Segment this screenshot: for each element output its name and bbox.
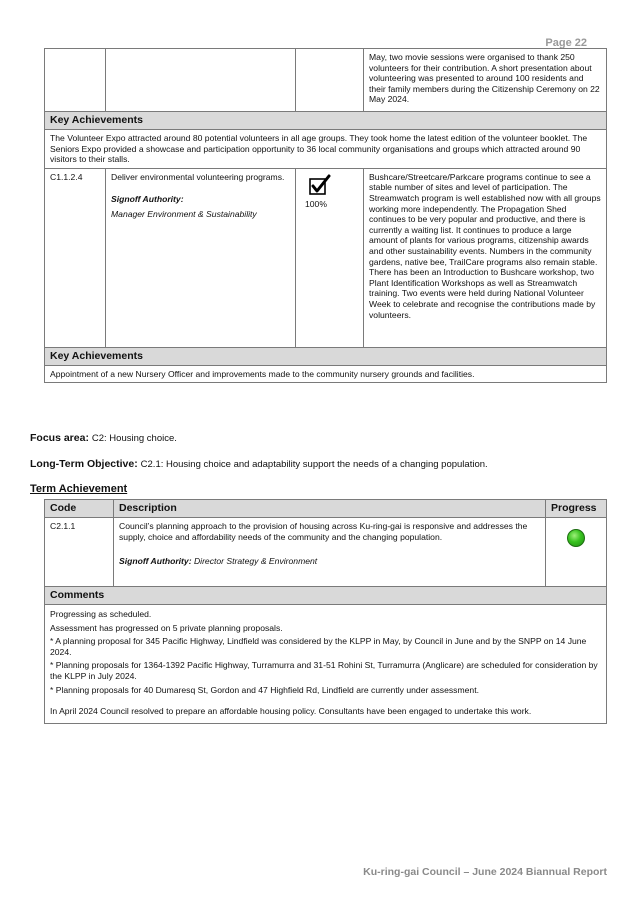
objective-value: C2.1: Housing choice and adaptability support the needs of a changing population. bbox=[140, 459, 488, 470]
comments-header: Comments bbox=[45, 587, 607, 605]
comment-line: Assessment has progressed on 5 private planning proposals. bbox=[50, 622, 283, 633]
top-achievements-table bbox=[44, 48, 607, 383]
focus-area-value: C2: Housing choice. bbox=[91, 433, 177, 444]
page-number: Page 22 bbox=[545, 37, 587, 49]
comment-line: * A planning proposal for 345 Pacific Highway, Lindfield was considered by the KLPP in May, by Council in June and by the SNPP on 14 June 2024. bbox=[50, 636, 587, 657]
comment-line: * Planning proposals for 40 Dumaresq St, Gordon and 47 Highfield Rd, Lindfield are currently under assessment. bbox=[50, 684, 479, 695]
key-achievements-header-2: Key Achievements bbox=[45, 347, 607, 365]
footer: Ku-ring-gai Council – June 2024 Biannual Report bbox=[363, 866, 607, 878]
long-term-objective bbox=[30, 458, 488, 470]
key-achievements-row-2 bbox=[45, 365, 607, 383]
key-achievements-header-1: Key Achievements bbox=[45, 112, 607, 130]
table-header-row bbox=[45, 500, 607, 518]
comments-row bbox=[45, 605, 607, 724]
row-description-cell bbox=[114, 518, 546, 587]
comment-line: Progressing as scheduled. bbox=[50, 609, 152, 619]
table-row bbox=[45, 518, 607, 587]
key-achievements-text-2: Appointment of a new Nursery Officer and improvements made to the community nursery grounds and facilities. bbox=[45, 365, 607, 383]
row-code: C2.1.1 bbox=[45, 518, 114, 587]
term-achievement-title: Term Achievement bbox=[30, 483, 128, 495]
row-progress-cell bbox=[546, 518, 607, 587]
signoff-label: Signoff Authority: bbox=[111, 194, 184, 205]
table-row bbox=[45, 168, 607, 347]
row-description-cell bbox=[106, 168, 296, 347]
signoff-value: Director Strategy & Environment bbox=[193, 556, 318, 567]
header-code: Code bbox=[45, 500, 114, 518]
header-progress: Progress bbox=[546, 500, 607, 518]
row-description: Deliver environmental volunteering programs. bbox=[111, 171, 285, 182]
status-green-icon bbox=[567, 529, 585, 547]
header-description: Description bbox=[114, 500, 546, 518]
comment-line: In April 2024 Council resolved to prepare an affordable housing policy. Consultants have been engaged to undertake this work. bbox=[50, 706, 532, 717]
focus-area-label: Focus area: bbox=[30, 432, 89, 444]
term-achievement-table bbox=[44, 499, 607, 724]
key-achievements-text-1: The Volunteer Expo attracted around 80 potential volunteers in all age groups. They took home the latest edition of the volunteer booklet. The Seniors Expo provided a showcase and participation opportunity to 36 local community organisations and groups which attracted around 90 visitors to their stalls. bbox=[45, 130, 607, 169]
row-description: Council’s planning approach to the provision of housing across Ku-ring-gai is responsive and addresses the supply, choice and affordability needs of the community and the changing population. bbox=[119, 521, 528, 542]
comments-cell bbox=[45, 605, 607, 724]
row-progress-cell bbox=[296, 168, 364, 347]
row-comment: Bushcare/Streetcare/Parkcare programs continue to see a stable number of sites and level of participation. The Streamwatch program is well established now with all groups working more independently. The Propagation Shed continues to be very popular and productive, and there is currently a waiting list. It continues to produce a large amount of plants for various programs, citizenship awards and other sustainability events. Numbers in the community gardens, native bee, TrailCare programs also remain stable. There has been an Introduction to Bushcare workshop, two Plant Identification Workshops as well as Streamwatch training. Two events were held during National Volunteer Week to celebrate and recognise the contributions made by volunteers. bbox=[364, 168, 607, 347]
key-achievements-row-1 bbox=[45, 130, 607, 169]
focus-area bbox=[30, 432, 177, 444]
checkmark-icon bbox=[309, 174, 331, 196]
signoff-label: Signoff Authority: bbox=[119, 556, 192, 567]
continued-comment: May, two movie sessions were organised to thank 250 volunteers for their contribution. A short presentation about volunteering was presented to around 100 residents and their family members during the Citizenship Ceremony on 22 May 2024. bbox=[364, 49, 607, 112]
continued-row bbox=[45, 49, 607, 112]
progress-value: 100% bbox=[305, 198, 327, 209]
objective-label: Long-Term Objective: bbox=[30, 458, 138, 470]
signoff-value: Manager Environment & Sustainability bbox=[111, 208, 257, 219]
row-code: C1.1.2.4 bbox=[45, 168, 106, 347]
comment-line: * Planning proposals for 1364-1392 Pacific Highway, Turramurra and 31-51 Rohini St, Turramurra (Anglicare) are scheduled for consideration by the KLPP in July 2024. bbox=[50, 660, 598, 681]
